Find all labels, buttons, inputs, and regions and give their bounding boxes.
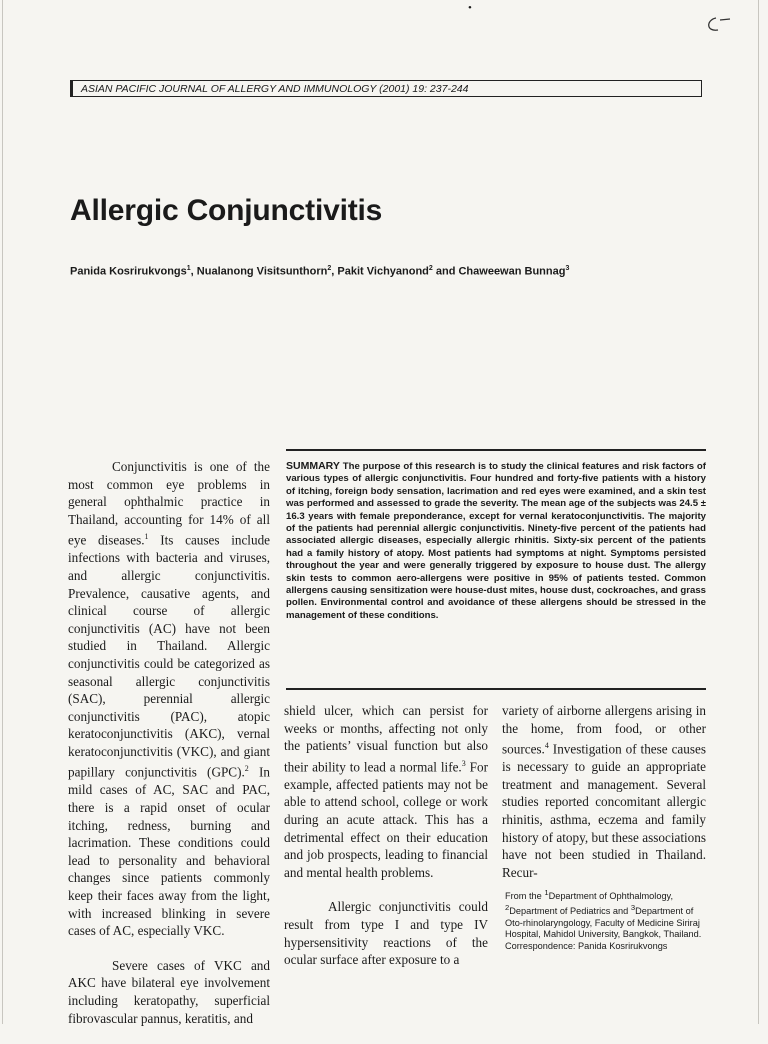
body-paragraph [502, 702, 706, 881]
body-paragraph: Allergic conjunctivitis could result from type I and type IV hypersensitivity reactions of the ocular surface after exposure to a [284, 899, 488, 968]
author-name: Nualanong Visitsunthorn [196, 265, 328, 278]
article-title: Allergic Conjunctivitis [70, 194, 383, 227]
author-separator: and [432, 265, 459, 278]
paragraph-text: Conjunctivitis is one of the most common eye problems in general ophthalmic practice in Thailand, accounting for 14% of all eye diseases. [68, 459, 270, 548]
correspondence-line: Correspondence: Panida Kosrirukvongs [505, 940, 668, 951]
paragraph-text: Its causes include infections with bacteria and viruses, and allergic conjunctivitis. Prevalence, causative agents, and clinical course of allergic conjunctivitis (AC) have not been studied in Thailand. Allergic conjunctivitis could be categorized as seasonal allergic conjunctivitis (SAC), perennial allergic conjunctivitis (PAC), atopic keratoconjunctivitis (AKC), vernal keratoconjunctivitis (VKC), and giant papillary conjunctivitis (GPC). [68, 532, 271, 780]
intro-paragraph [68, 458, 270, 940]
body-paragraph [284, 702, 488, 881]
author-name: Pakit Vichyanond [337, 265, 429, 278]
author-affiliation-sup: 2 [327, 265, 332, 272]
scan-edge-right [758, 0, 759, 1024]
summary-abstract [286, 460, 706, 622]
affiliation-text: From the [505, 891, 545, 902]
author-list [70, 265, 710, 278]
paragraph-text: For example, affected patients may not be able to attend school, college or work during an acute attack. This has a detrimental effect on their education and job prospects, leading to financial and mental health problems. [284, 759, 488, 880]
body-column-left [68, 458, 270, 1044]
affiliation-sup: 1 [544, 888, 549, 897]
author-separator: , [190, 265, 197, 278]
scan-edge-left [2, 0, 3, 1024]
paragraph-text: In mild cases of AC, SAC and PAC, there is a rapid onset of ocular itching, redness, burning and lacrimation. These conditions could lead to personality and behavioral changes since patients commonly keep their faces away from the light, with increased blinking in severe cases of AC, especially VKC. [68, 764, 270, 939]
author-affiliation-sup: 2 [428, 265, 433, 272]
citation-sup: 4 [544, 741, 549, 751]
citation-sup: 1 [144, 532, 149, 542]
affiliation-sup: 2 [505, 903, 510, 913]
summary-label: SUMMARY [286, 460, 340, 472]
paragraph-text: shield ulcer, which can persist for weeks or months, affecting not only the patients’ visual function but also their ability to lead a normal life. [284, 703, 488, 775]
citation-sup: 3 [461, 758, 466, 768]
citation-sup: 2 [244, 764, 249, 774]
paragraph-text: Investigation of these causes is necessary to guide an appropriate treatment and management. Several studies reported concomitant allergic rhinitis, asthma, eczema and family history of atopy, but these associations have not been studied in Thailand. Recur- [502, 741, 706, 880]
summary-bottom-rule [286, 688, 706, 690]
author-affiliation-sup: 3 [565, 265, 570, 272]
author-affiliation-sup: 1 [186, 265, 191, 272]
body-column-middle [284, 702, 488, 986]
author-name: Panida Kosrirukvongs [70, 265, 187, 278]
author-name: Chaweewan Bunnag [458, 265, 566, 278]
affiliation-sup: 3 [630, 903, 636, 913]
handwritten-mark-icon [700, 10, 734, 40]
paragraph-text: variety of airborne allergens arising in the home, from food, or other sources. [502, 703, 706, 757]
body-column-right [502, 702, 706, 881]
body-paragraph: Severe cases of VKC and AKC have bilateral eye involvement including keratopathy, superficial fibrovascular pannus, keratitis, and [68, 957, 270, 1026]
affiliation-text: Department of Ophthalmology, [548, 891, 674, 902]
affiliation-text: Department of Oto-rhinolaryngology, Faculty of Medicine Siriraj Hospital, Mahidol University, Bangkok, Thailand. [505, 906, 702, 940]
summary-text: The purpose of this research is to study the clinical features and risk factors of various types of allergic conjunctivitis. Four hundred and forty-five patients with a history of itching, foreign body sensation, lacrimation and red eyes were examined, and a skin test was performed and assessed to grade the severity. The mean age of the subjects was 24.5 ± 16.3 years with female preponderance, except for vernal keratoconjunctivitis. The majority of the patients had perennial allergic conjunctivitis. Ninety-five percent of the patients had associated allergic diseases, especially allergic rhinitis. Sixty-six percent of the patients had a family history of atopy. Most patients had symptoms at night. Symptoms persisted throughout the year and were generally triggered by exposure to house dust. The allergy skin tests to common aero-allergens were positive in 95% of patients tested. Common allergens causing sensitization were house-dust mites, house dust, cockroaches, and grass pollen. Environmental control and avoidance of these allergens should be stressed in the management of these conditions. [286, 461, 706, 621]
journal-header: ASIAN PACIFIC JOURNAL OF ALLERGY AND IMMUNOLOGY (2001) 19: 237-244 [70, 80, 702, 97]
summary-top-rule [286, 449, 706, 451]
author-separator: , [331, 265, 338, 278]
affiliation-footnote [505, 887, 710, 952]
top-ink-mark: • [468, 2, 472, 14]
affiliation-text: Department of Pediatrics and [509, 906, 631, 917]
